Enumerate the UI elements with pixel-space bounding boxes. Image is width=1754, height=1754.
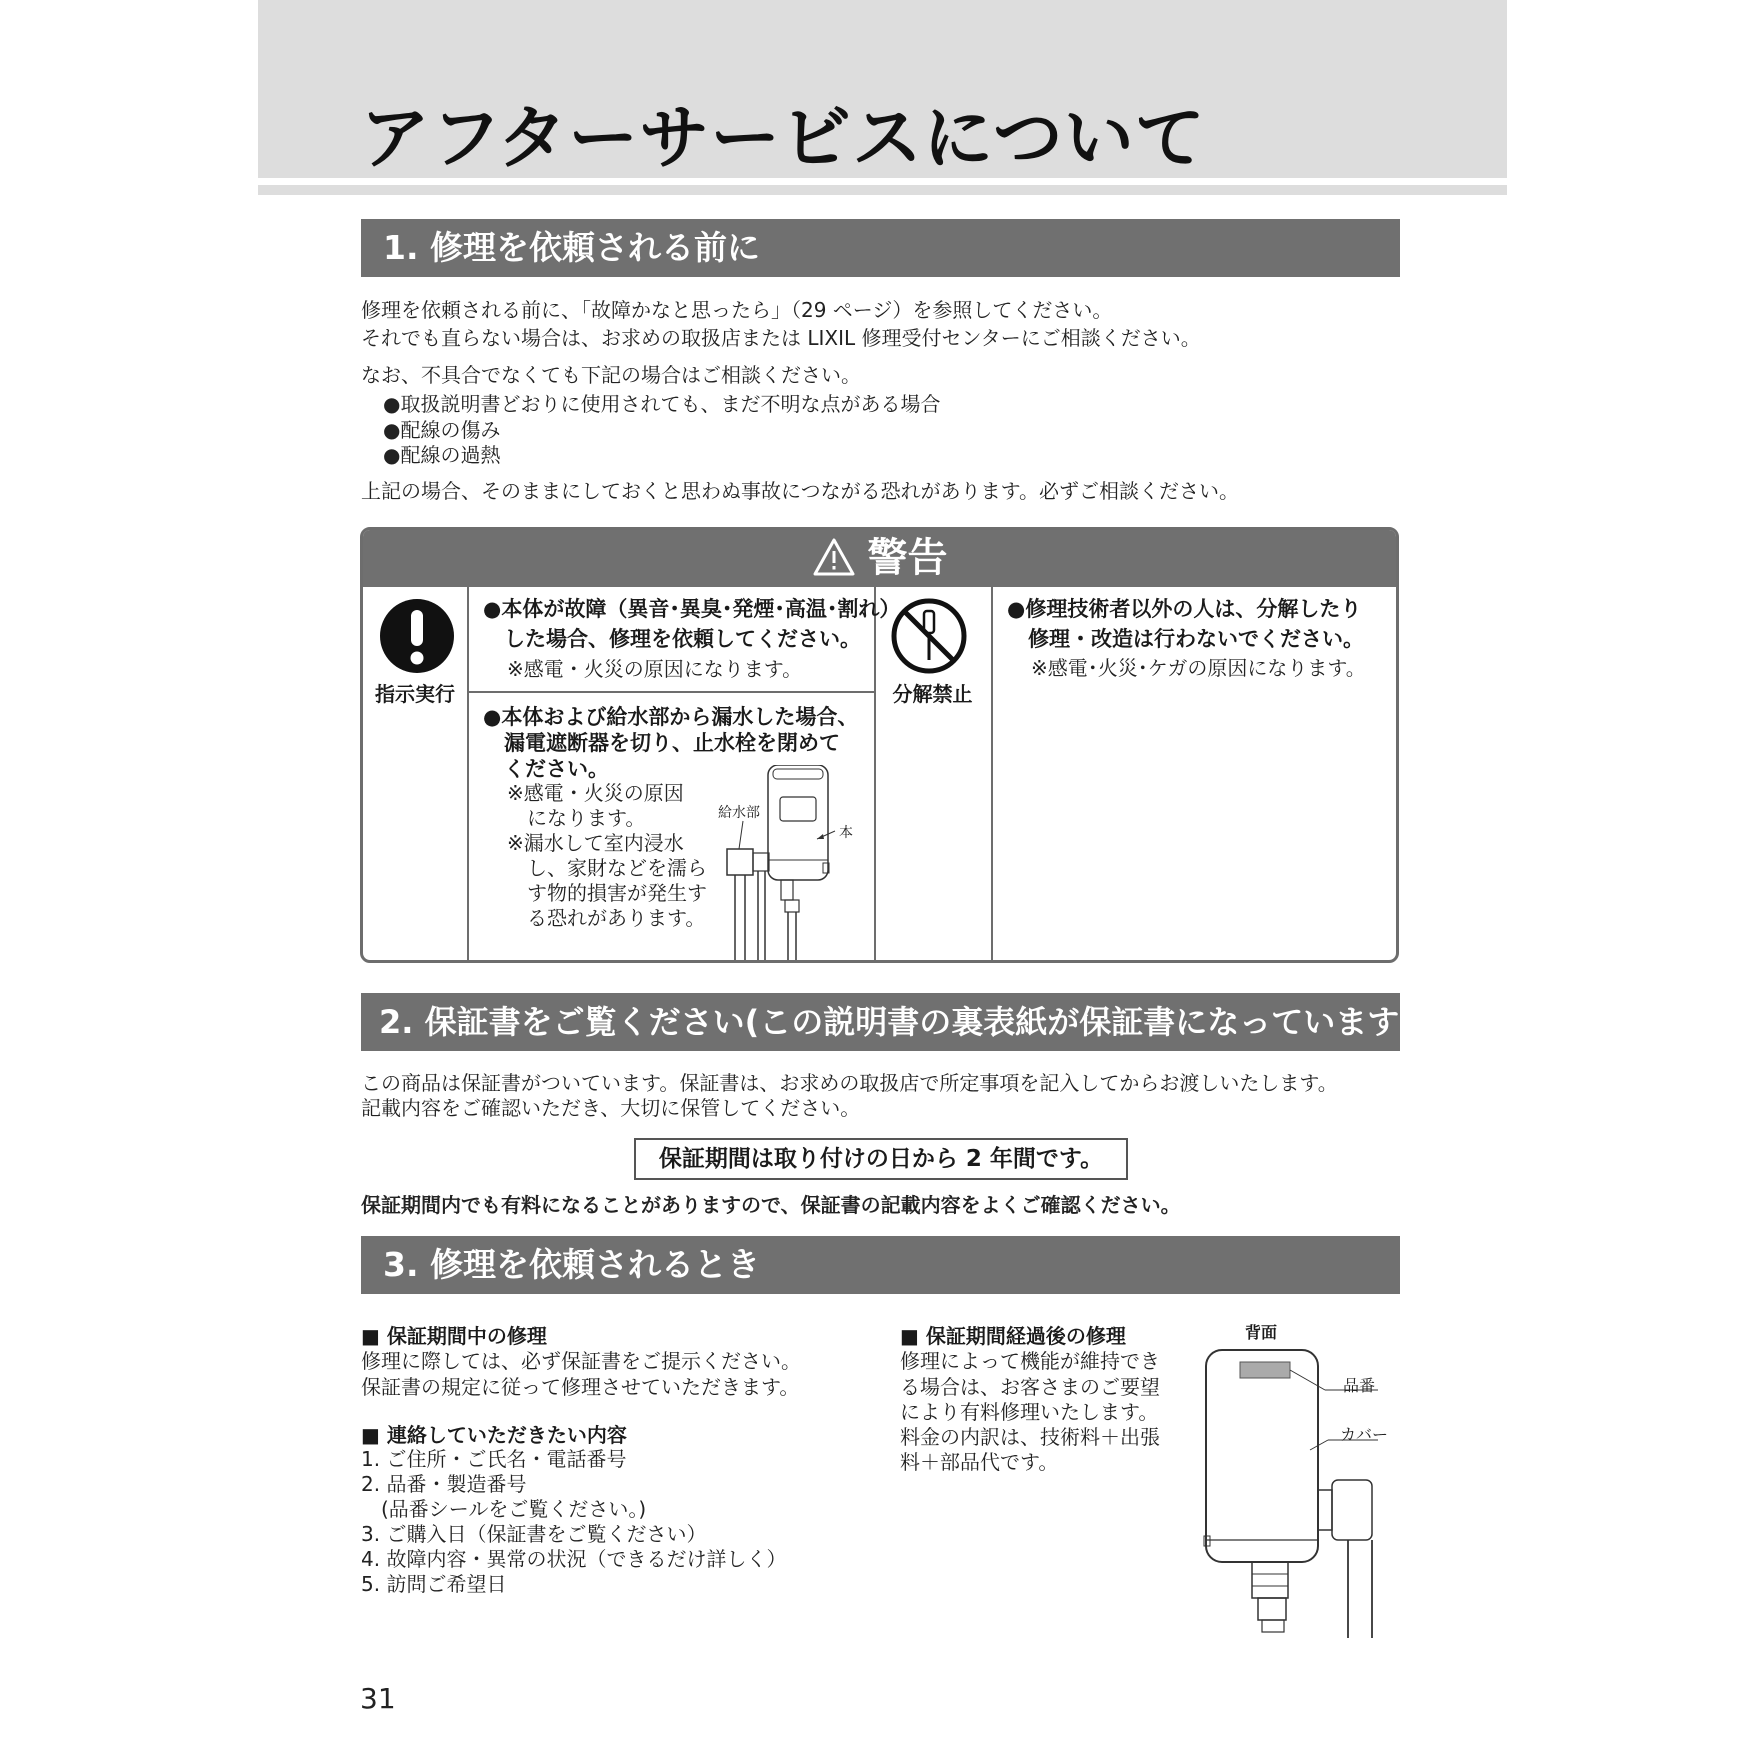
divider xyxy=(874,587,876,963)
section1-para-line2: それでも直らない場合は、お求めの取扱店または LIXIL 修理受付センターにご相談ください。 xyxy=(361,326,1201,350)
post-warranty-line: 料＋部品代です。 xyxy=(900,1450,1059,1474)
header-rule xyxy=(258,185,1507,195)
warning-left-item2-note: る恐れがあります。 xyxy=(507,906,706,930)
divider xyxy=(469,691,874,693)
contact-item: 3. ご購入日（保証書をご覧ください） xyxy=(361,1522,707,1546)
warning-left-item2-note: ※感電・火災の原因 xyxy=(507,781,684,805)
contact-item: 1. ご住所・ご氏名・電話番号 xyxy=(361,1447,627,1471)
contact-info-title: ■ 連絡していただきたい内容 xyxy=(361,1423,627,1447)
contact-item: 5. 訪問ご希望日 xyxy=(361,1572,507,1596)
part-number-label: 品番 xyxy=(1343,1376,1376,1395)
no-disassembly-icon xyxy=(889,596,969,676)
section1-heading: 1. 修理を依頼される前に xyxy=(361,219,1400,277)
post-warranty-line: 修理によって機能が維持でき xyxy=(900,1349,1160,1373)
divider xyxy=(467,587,469,963)
warning-right-note: ※感電･火災･ケガの原因になります。 xyxy=(1031,656,1366,680)
warranty-repair-line: 修理に際しては、必ず保証書をご提示ください。 xyxy=(361,1349,801,1373)
section1-para-line1: 修理を依頼される前に、「故障かなと思ったら」（29 ページ）を参照してください。 xyxy=(361,298,1113,322)
mandatory-label: 指示実行 xyxy=(375,682,455,706)
exclamation-mandatory-icon xyxy=(379,598,455,674)
post-warranty-title: ■ 保証期間経過後の修理 xyxy=(900,1324,1126,1348)
warning-right-line2: 修理・改造は行わないでください。 xyxy=(1007,627,1364,651)
contact-item: (品番シールをご覧ください。) xyxy=(361,1497,647,1521)
section2-bold-note: 保証期間内でも有料になることがありますので、保証書の記載内容をよくご確認ください。 xyxy=(361,1193,1181,1217)
post-warranty-line: により有料修理いたします。 xyxy=(900,1400,1159,1424)
body-label: 本 xyxy=(839,825,853,841)
warning-right-line1: ●修理技術者以外の人は、分解したり xyxy=(1007,597,1362,621)
warranty-repair-title: ■ 保証期間中の修理 xyxy=(361,1324,547,1348)
section1-note: なお、不具合でなくても下記の場合はご相談ください。 xyxy=(361,363,861,387)
section2-para-line1: この商品は保証書がついています。保証書は、お求めの取扱店で所定事項を記入してからお渡しいたします。 xyxy=(361,1071,1338,1095)
no-disassembly-label: 分解禁止 xyxy=(892,682,973,706)
warning-left-item2-line1: ●本体および給水部から漏水した場合、 xyxy=(483,705,859,729)
warning-left-item2-note: し、家財などを濡ら xyxy=(507,856,707,880)
page-title: アフターサービスについて xyxy=(360,97,1206,179)
post-warranty-line: 料金の内訳は、技術料＋出張 xyxy=(900,1425,1160,1449)
section2-para-line2: 記載内容をご確認いただき、大切に保管してください。 xyxy=(361,1096,861,1120)
post-warranty-line: る場合は、お客さまのご要望 xyxy=(900,1375,1160,1399)
section1-bullet: ●配線の過熱 xyxy=(383,443,501,467)
divider xyxy=(991,587,993,963)
page-number: 31 xyxy=(360,1682,396,1715)
warning-left-item2-line3: ください。 xyxy=(483,757,609,781)
warning-left-item1-line1: ●本体が故障（異音･異臭･発煙･高温･割れ） xyxy=(483,597,901,621)
warning-left-item2-line2: 漏電遮断器を切り、止水栓を閉めて xyxy=(483,731,840,755)
back-view-label: 背面 xyxy=(1245,1323,1278,1342)
warranty-period-box: 保証期間は取り付けの日から 2 年間です。 xyxy=(634,1138,1128,1180)
warranty-repair-line: 保証書の規定に従って修理させていただきます。 xyxy=(361,1375,800,1399)
water-supply-label: 給水部 xyxy=(718,805,760,821)
warning-box xyxy=(360,527,1399,963)
cover-label: カバー xyxy=(1340,1425,1389,1444)
warning-left-item2-note: ※漏水して室内浸水 xyxy=(507,831,684,855)
section1-closing: 上記の場合、そのままにしておくと思わぬ事故につながる恐れがあります。必ずご相談ください。 xyxy=(361,479,1239,503)
warning-left-item2-note: になります。 xyxy=(507,806,646,830)
warning-title: 警告 xyxy=(867,535,948,581)
section3-heading: 3. 修理を依頼されるとき xyxy=(361,1236,1400,1294)
faucet-unit-illustration xyxy=(713,765,853,963)
contact-item: 2. 品番・製造番号 xyxy=(361,1472,527,1496)
warning-left-item1-line2: した場合、修理を依頼してください。 xyxy=(483,627,861,651)
warning-triangle-icon xyxy=(812,537,856,577)
section1-bullet: ●配線の傷み xyxy=(383,418,501,442)
warning-left-item2-note: す物的損害が発生す xyxy=(507,881,707,905)
warning-left-item1-note: ※感電・火災の原因になります。 xyxy=(507,657,803,681)
section2-heading: 2. 保証書をご覧ください(この説明書の裏表紙が保証書になっています) xyxy=(361,993,1400,1051)
section1-bullet: ●取扱説明書どおりに使用されても、まだ不明な点がある場合 xyxy=(383,392,941,416)
contact-item: 4. 故障内容・異常の状況（できるだけ詳しく） xyxy=(361,1547,787,1571)
warning-header xyxy=(363,530,1396,587)
